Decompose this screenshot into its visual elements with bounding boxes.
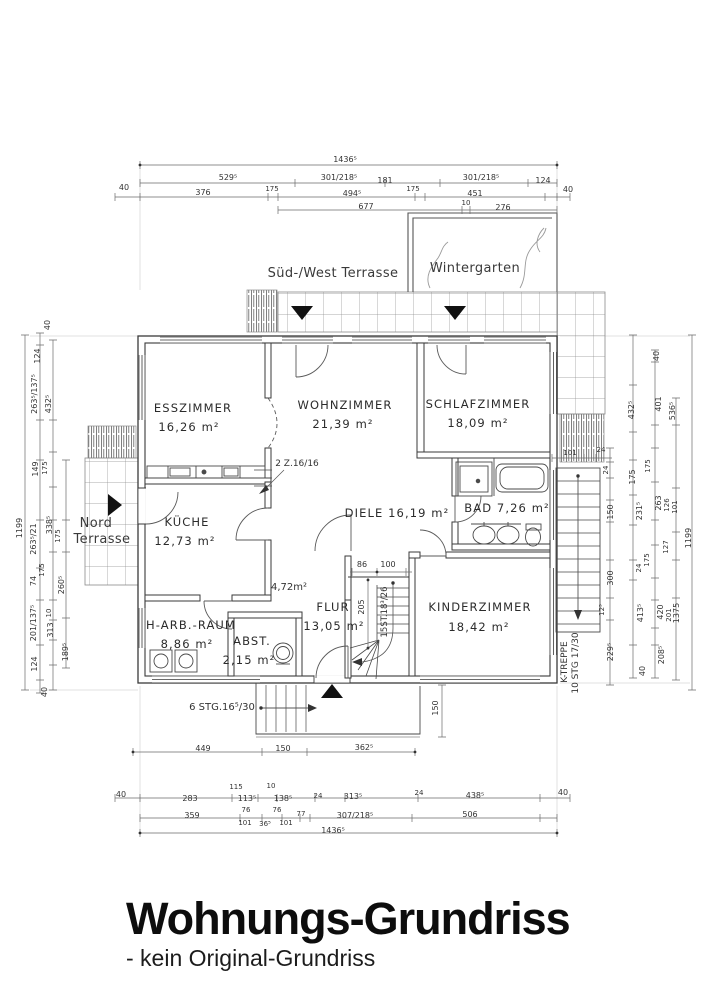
dimension-label: 12⁵: [598, 604, 606, 616]
dimension-label: 24: [596, 446, 606, 454]
dimension-label: 362⁵: [354, 743, 374, 752]
room-name-label: KINDERZIMMER: [428, 600, 532, 614]
zone-label: Nord: [79, 516, 113, 531]
room-name-label: BAD 7,26 m²: [464, 501, 550, 515]
dimension-label: 231⁵: [635, 501, 644, 521]
stair-label: 10 STG 17/30: [571, 632, 581, 694]
dimension-label: 1436⁵: [333, 155, 357, 164]
stair-label: 15ST.18³/26: [380, 586, 390, 638]
zone-label: Wintergarten: [429, 261, 521, 276]
dimension-label: 40: [638, 665, 647, 677]
dimension-label: 401: [654, 396, 663, 412]
room-name-label: DIELE 16,19 m²: [344, 506, 450, 520]
dimension-label: 10: [45, 608, 53, 618]
stair-label: 6 STG.16⁵/30: [189, 702, 255, 713]
dimension-label: 77: [296, 810, 306, 818]
dimension-label: 175: [54, 529, 62, 543]
dimension-label: 201: [665, 608, 673, 622]
dimension-label: 1436⁵: [321, 826, 345, 835]
dimension-label: 1375: [672, 602, 681, 624]
dimension-label: 432⁵: [44, 394, 53, 414]
dimension-label: 175: [265, 185, 279, 193]
dimension-label: 115: [229, 783, 243, 791]
dimension-label: 229⁵: [606, 642, 615, 662]
room-name-label: FLUR: [316, 600, 350, 614]
dimension-label: 40: [557, 788, 569, 797]
main-entrance-marker: [321, 684, 343, 698]
room-area-label: 16,26 m²: [158, 420, 220, 434]
dimension-label: 438⁵: [465, 791, 485, 800]
room-name-label: KÜCHE: [164, 515, 210, 529]
dimension-label: 451: [467, 189, 483, 198]
dimension-label: 338⁵: [45, 515, 54, 535]
dimension-label: 263⁵/137⁵: [30, 374, 39, 414]
dimension-label: 313⁵: [343, 792, 363, 801]
dimension-label: 150: [606, 504, 615, 520]
dimension-label: 189⁵: [61, 642, 70, 662]
room-area-label: 8,86 m²: [160, 637, 214, 651]
dimension-label: 359: [184, 811, 200, 820]
dimension-label: 506: [462, 810, 478, 819]
dimension-label: 24: [313, 792, 323, 800]
dimension-label: 283: [182, 794, 198, 803]
dimension-label: 449: [195, 744, 211, 753]
room-area-label: 2,15 m²: [222, 653, 276, 667]
nord-terrasse-door-opening: [138, 488, 145, 524]
dimension-label: 124: [33, 348, 42, 364]
room-name-label: ABST.: [233, 634, 271, 648]
dimension-label: 24: [414, 789, 424, 797]
room-name-label: ESSZIMMER: [153, 401, 233, 415]
stair-label: K-TREPPE: [560, 641, 570, 683]
dimension-label: 175: [628, 469, 637, 485]
dimension-label: 10: [461, 199, 471, 207]
zone-label: Terrasse: [73, 532, 131, 547]
dimension-label: 420: [656, 604, 665, 620]
dimension-label: 150: [275, 744, 291, 753]
dimension-label: 40: [562, 185, 574, 194]
dimension-label: 86: [356, 560, 368, 569]
dimension-label: 263: [654, 495, 663, 511]
room-area-label: 18,09 m²: [447, 416, 509, 430]
k-treppe-stairs: [556, 468, 600, 632]
sued-west-terrasse: [247, 290, 557, 332]
terrace-hatch: [247, 290, 277, 332]
dimension-label: 208⁵: [657, 645, 666, 665]
dimension-label: 175: [41, 461, 49, 475]
stair-label: 4,72m²: [270, 582, 308, 593]
stair-label: 2 Z.16/16: [275, 459, 319, 469]
page-subtitle: - kein Original-Grundriss: [126, 945, 376, 972]
room-area-label: 21,39 m²: [312, 417, 374, 431]
dimension-label: 313: [46, 622, 55, 638]
dimension-label: 101: [563, 449, 577, 457]
dimension-label: 300: [606, 570, 615, 586]
dimension-label: 40: [40, 686, 49, 698]
dimension-label: 432⁵: [627, 400, 636, 420]
dimension-label: 24: [635, 563, 643, 573]
dimension-label: 301/218⁵: [462, 173, 500, 182]
dimension-label: 494⁵: [342, 189, 362, 198]
dimension-label: 175: [643, 553, 651, 567]
dimension-label: 175: [38, 563, 46, 577]
dimension-label: 181: [377, 176, 393, 185]
room-area-label: 18,42 m²: [448, 620, 510, 634]
dimension-label: 1199: [15, 517, 24, 539]
dimension-label: 126: [663, 498, 671, 512]
room-name-label: H-ARB.-RAUM: [146, 618, 236, 632]
dimension-label: 175: [644, 459, 652, 473]
dimension-label: 124: [535, 176, 551, 185]
dimension-label: 201/137⁵: [29, 604, 38, 642]
dimension-label: 138⁵: [273, 794, 293, 803]
dimension-label: 74: [29, 575, 38, 587]
dimension-label: 100: [380, 560, 396, 569]
dimension-label: 260⁵: [57, 575, 66, 595]
dimension-label: 10: [266, 782, 276, 790]
room-name-label: SCHLAFZIMMER: [425, 397, 531, 411]
dimension-label: 124: [30, 656, 39, 672]
dimension-label: 175: [406, 185, 420, 193]
dimension-label: 150: [431, 700, 440, 716]
dimension-label: 113⁵: [237, 794, 257, 803]
dimension-label: 40: [43, 319, 52, 331]
dimension-label: 76: [241, 806, 251, 814]
dimension-label: 677: [358, 202, 374, 211]
dimension-label: 205: [357, 599, 366, 615]
dimension-label: 529⁵: [218, 173, 238, 182]
dimension-label: 536⁵: [668, 401, 677, 421]
wintergarten-tiles: [557, 292, 605, 414]
dimension-label: 301/218⁵: [320, 173, 358, 182]
dimension-label: 40: [652, 350, 661, 362]
dimension-label: 101: [671, 500, 679, 514]
dimension-label: 101: [238, 819, 252, 827]
room-area-label: 13,05 m²: [303, 619, 365, 633]
dimension-label: 149: [31, 461, 40, 477]
dimension-label: 127: [662, 540, 670, 554]
plant-sketch: [428, 228, 546, 288]
zone-label: Süd-/West Terrasse: [267, 266, 399, 281]
dimension-label: 36⁵: [259, 820, 271, 828]
dimension-label: 40: [118, 183, 130, 192]
dimension-label: 413⁵: [636, 603, 645, 623]
dimension-label: 101: [279, 819, 293, 827]
room-area-label: 12,73 m²: [154, 534, 216, 548]
page-title: Wohnungs-Grundriss: [126, 893, 570, 944]
title-block: [126, 895, 570, 972]
room-name-label: WOHNZIMMER: [297, 398, 393, 412]
dimension-label: 76: [272, 806, 282, 814]
dimension-label: 1199: [684, 527, 693, 549]
dimension-label: 263⁵/21: [29, 523, 38, 555]
dimension-label: 276: [495, 203, 511, 212]
dimension-label: 24: [602, 465, 610, 475]
dimension-label: 307/218⁵: [336, 811, 374, 820]
dimension-label: 376: [195, 188, 211, 197]
dimension-label: 40: [115, 790, 127, 799]
